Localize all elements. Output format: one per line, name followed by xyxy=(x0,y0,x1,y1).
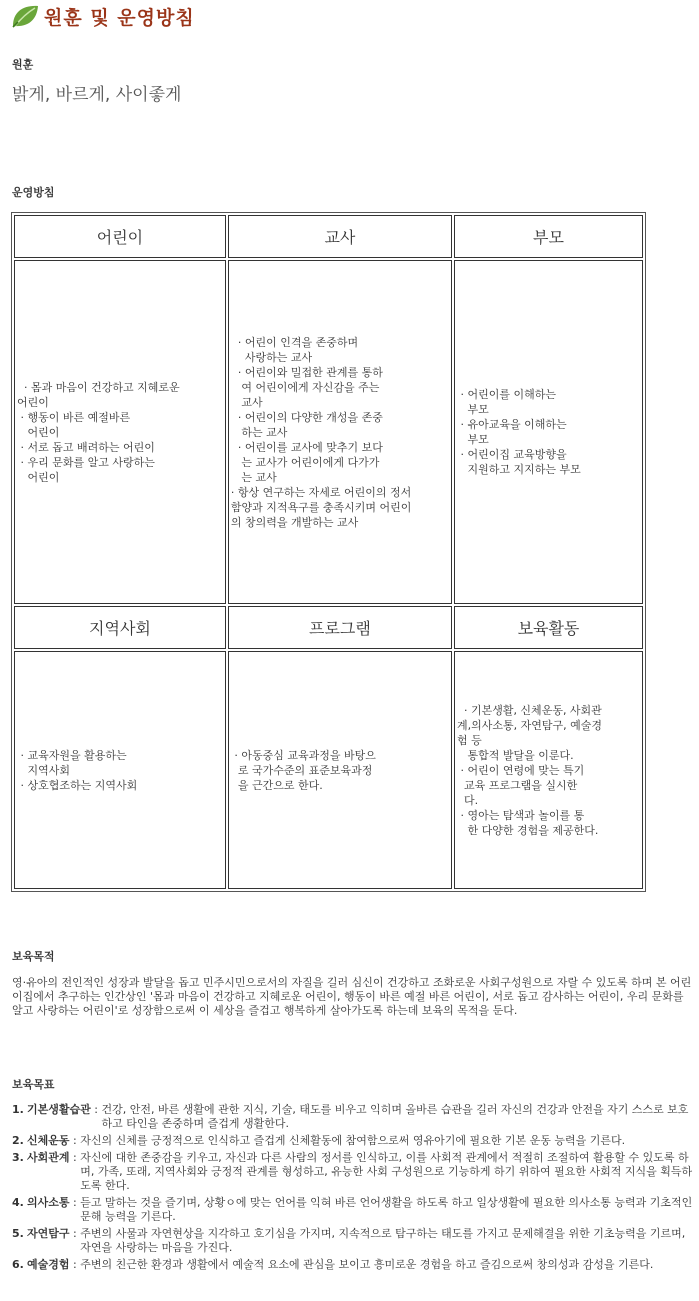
policy-cell-children xyxy=(14,260,226,604)
policy-head-parents: 부모 xyxy=(454,215,643,258)
policy-line: 로 국가수준의 표준보육과정 xyxy=(230,763,373,777)
goal-description: 듣고 말하는 것을 즐기며, 상황ㅇ에 맞는 언어를 익혀 바른 언어생활을 하도록 하고 일상생활에 필요한 의사소통 능력과 기초적인 문해 능력을 기른다. xyxy=(80,1196,693,1223)
policy-line: · 어린이 인격을 존중하며 xyxy=(230,335,359,349)
goal-name: 신체운동 xyxy=(27,1134,70,1147)
policy-line: 다. xyxy=(456,793,479,807)
policy-line: · 상호협조하는 지역사회 xyxy=(17,778,138,792)
motto-text: 밝게, 바르게, 사이좋게 xyxy=(12,85,182,105)
goal-item xyxy=(12,1196,694,1224)
policy-line: · 항상 연구하는 자세로 어린이의 정서 xyxy=(230,485,412,499)
policy-line: 어린이 xyxy=(17,395,49,409)
goal-separator: : xyxy=(90,1103,102,1116)
policy-line: · 어린이와 밀접한 관계를 통하 xyxy=(230,365,383,379)
policy-line: · 교육자원을 활용하는 xyxy=(17,748,127,762)
policy-line: 부모 xyxy=(456,403,489,416)
policy-line: 교육 프로그램을 실시한 xyxy=(456,778,578,792)
policy-line: · 우리 문화를 알고 사랑하는 xyxy=(17,455,155,469)
goal-number: 4. xyxy=(12,1196,24,1209)
purpose-text: 영·유아의 전인적인 성장과 발달을 돕고 민주시민으로서의 자질을 길러 심신이 건강하고 조화로운 사회구성원으로 자랄 수 있도록 하며 본 어린이집에서 추구하는 인간상인 '몸과 마음이 건강하고 지혜로운 어린이, 행동이 바른 예절 바른 어린이, 서로 돕고 감사하는 어린이, 우리 문화를 알고 사랑하는 어린이'로 성장함으로써 이 세상을 즐겁고 행복하게 살아가도록 하는데 보육의 목적을 둔다. xyxy=(12,976,692,1017)
goal-description: 자신의 신체를 긍정적으로 인식하고 즐겁게 신체활동에 참여함으로써 영유아기에 필요한 기본 운동 능력을 기른다. xyxy=(80,1134,626,1147)
purpose-label: 보육목적 xyxy=(12,950,55,963)
policy-line: 지역사회 xyxy=(17,763,70,777)
goal-separator: : xyxy=(69,1258,81,1271)
policy-head-community: 지역사회 xyxy=(14,606,226,649)
leaf-icon xyxy=(10,3,40,29)
policy-line: 한 다양한 경험을 제공한다. xyxy=(456,823,599,837)
policy-line: · 어린이집 교육방향을 xyxy=(456,448,567,461)
policy-line: 험 등 xyxy=(456,733,482,747)
goal-name: 자연탐구 xyxy=(27,1227,70,1240)
policy-cell-activities xyxy=(454,651,643,889)
goal-item xyxy=(12,1258,694,1272)
policy-line: · 어린이의 다양한 개성을 존중 xyxy=(230,410,383,424)
goal-item xyxy=(12,1103,694,1131)
motto-label: 원훈 xyxy=(12,58,34,71)
policy-line: 부모 xyxy=(456,433,489,446)
policy-line: · 어린이를 이해하는 xyxy=(456,388,556,401)
goal-number: 6. xyxy=(12,1258,24,1271)
policy-line: 하는 교사 xyxy=(230,425,288,439)
policy-body-row xyxy=(14,651,643,889)
policy-line: · 어린이 연령에 맞는 특기 xyxy=(456,763,585,777)
goal-separator: : xyxy=(69,1227,81,1240)
policy-head-program: 프로그램 xyxy=(228,606,452,649)
policy-line: 는 교사가 어린이에게 다가가 xyxy=(230,455,380,469)
policy-line: · 영아는 탐색과 놀이를 통 xyxy=(456,808,585,822)
policy-line: 여 어린이에게 자신감을 주는 xyxy=(230,380,380,394)
policy-line: 어린이 xyxy=(17,425,60,439)
policy-line: · 몸과 마음이 건강하고 지혜로운 xyxy=(17,380,180,394)
policy-line: · 유아교육을 이해하는 xyxy=(456,418,567,431)
goal-description: 주변의 친근한 환경과 생활에서 예술적 요소에 관심을 보이고 흥미로운 경험을 하고 즐김으로써 창의성과 감성을 기른다. xyxy=(80,1258,654,1271)
goal-separator: : xyxy=(69,1151,81,1164)
policy-body-row xyxy=(14,260,643,604)
policy-line: 사랑하는 교사 xyxy=(230,350,313,364)
policy-table xyxy=(11,212,646,892)
page-title: 원훈 및 운영방침 xyxy=(44,6,195,29)
policy-cell-community xyxy=(14,651,226,889)
goal-name: 기본생활습관 xyxy=(27,1103,91,1116)
page-header xyxy=(10,2,195,30)
goal-separator: : xyxy=(69,1196,81,1209)
goals-list xyxy=(12,1103,694,1275)
goal-name: 예술경험 xyxy=(27,1258,70,1271)
goal-item xyxy=(12,1151,694,1193)
policy-head-children: 어린이 xyxy=(14,215,226,258)
goal-name: 사회관계 xyxy=(27,1151,70,1164)
goal-item xyxy=(12,1227,694,1255)
policy-line: · 행동이 바른 예절바른 xyxy=(17,410,131,424)
goal-description: 주변의 사물과 자연현상을 지각하고 호기심을 가지며, 지속적으로 탐구하는 태도를 가지고 문제해결을 위한 기초능력을 기르며, 자연을 사랑하는 마음을 가진다. xyxy=(80,1227,686,1254)
policy-line: 통합적 발달을 이룬다. xyxy=(456,748,574,762)
goal-description: 자신에 대한 존중감을 키우고, 자신과 다른 사람의 정서를 인식하고, 이를 사회적 관계에서 적절히 조절하여 활용할 수 있도록 하며, 가족, 또래, 지역사회와 긍정적 관계를 형성하고, 유능한 사회 구성원으로 기능하게 하기 위하여 필요한 사회적 지식을 획득하도록 한다. xyxy=(80,1151,693,1192)
goal-item xyxy=(12,1134,694,1148)
policy-cell-parents xyxy=(454,260,643,604)
policy-cell-program xyxy=(228,651,452,889)
policy-line: 을 근간으로 한다. xyxy=(230,778,323,792)
policy-line: 계,의사소통, 자연탐구, 예술경 xyxy=(456,718,602,732)
policy-line: 교사 xyxy=(230,395,263,409)
policy-line: 의 창의력을 개발하는 교사 xyxy=(230,515,359,529)
goal-number: 5. xyxy=(12,1227,24,1240)
goal-number: 1. xyxy=(12,1103,24,1116)
policy-header-row xyxy=(14,215,643,258)
goal-separator: : xyxy=(69,1134,81,1147)
policy-line: 는 교사 xyxy=(230,470,277,484)
policy-label: 운영방침 xyxy=(12,186,55,199)
goal-description: 건강, 안전, 바른 생활에 관한 지식, 기술, 태도를 비우고 익히며 올바른 습관을 길러 자신의 건강과 안전을 자기 스스로 보호하고 타인을 존중하며 즐겁게 생활한다. xyxy=(101,1103,689,1130)
goal-number: 2. xyxy=(12,1134,24,1147)
goals-label: 보육목표 xyxy=(12,1078,55,1091)
policy-line: · 아동중심 교육과정을 바탕으 xyxy=(230,748,376,762)
policy-line: 지원하고 지지하는 부모 xyxy=(456,463,581,476)
goal-name: 의사소통 xyxy=(27,1196,70,1209)
policy-line: 어린이 xyxy=(17,470,60,484)
policy-cell-teachers xyxy=(228,260,452,604)
policy-head-teachers: 교사 xyxy=(228,215,452,258)
goal-number: 3. xyxy=(12,1151,24,1164)
policy-line: · 기본생활, 신체운동, 사회관 xyxy=(456,703,602,717)
policy-line: 함양과 지적욕구를 충족시키며 어린이 xyxy=(230,500,412,514)
policy-head-activities: 보육활동 xyxy=(454,606,643,649)
policy-line: · 어린이를 교사에 맞추기 보다 xyxy=(230,440,383,454)
policy-header-row xyxy=(14,606,643,649)
policy-line: · 서로 돕고 배려하는 어린이 xyxy=(17,440,155,454)
